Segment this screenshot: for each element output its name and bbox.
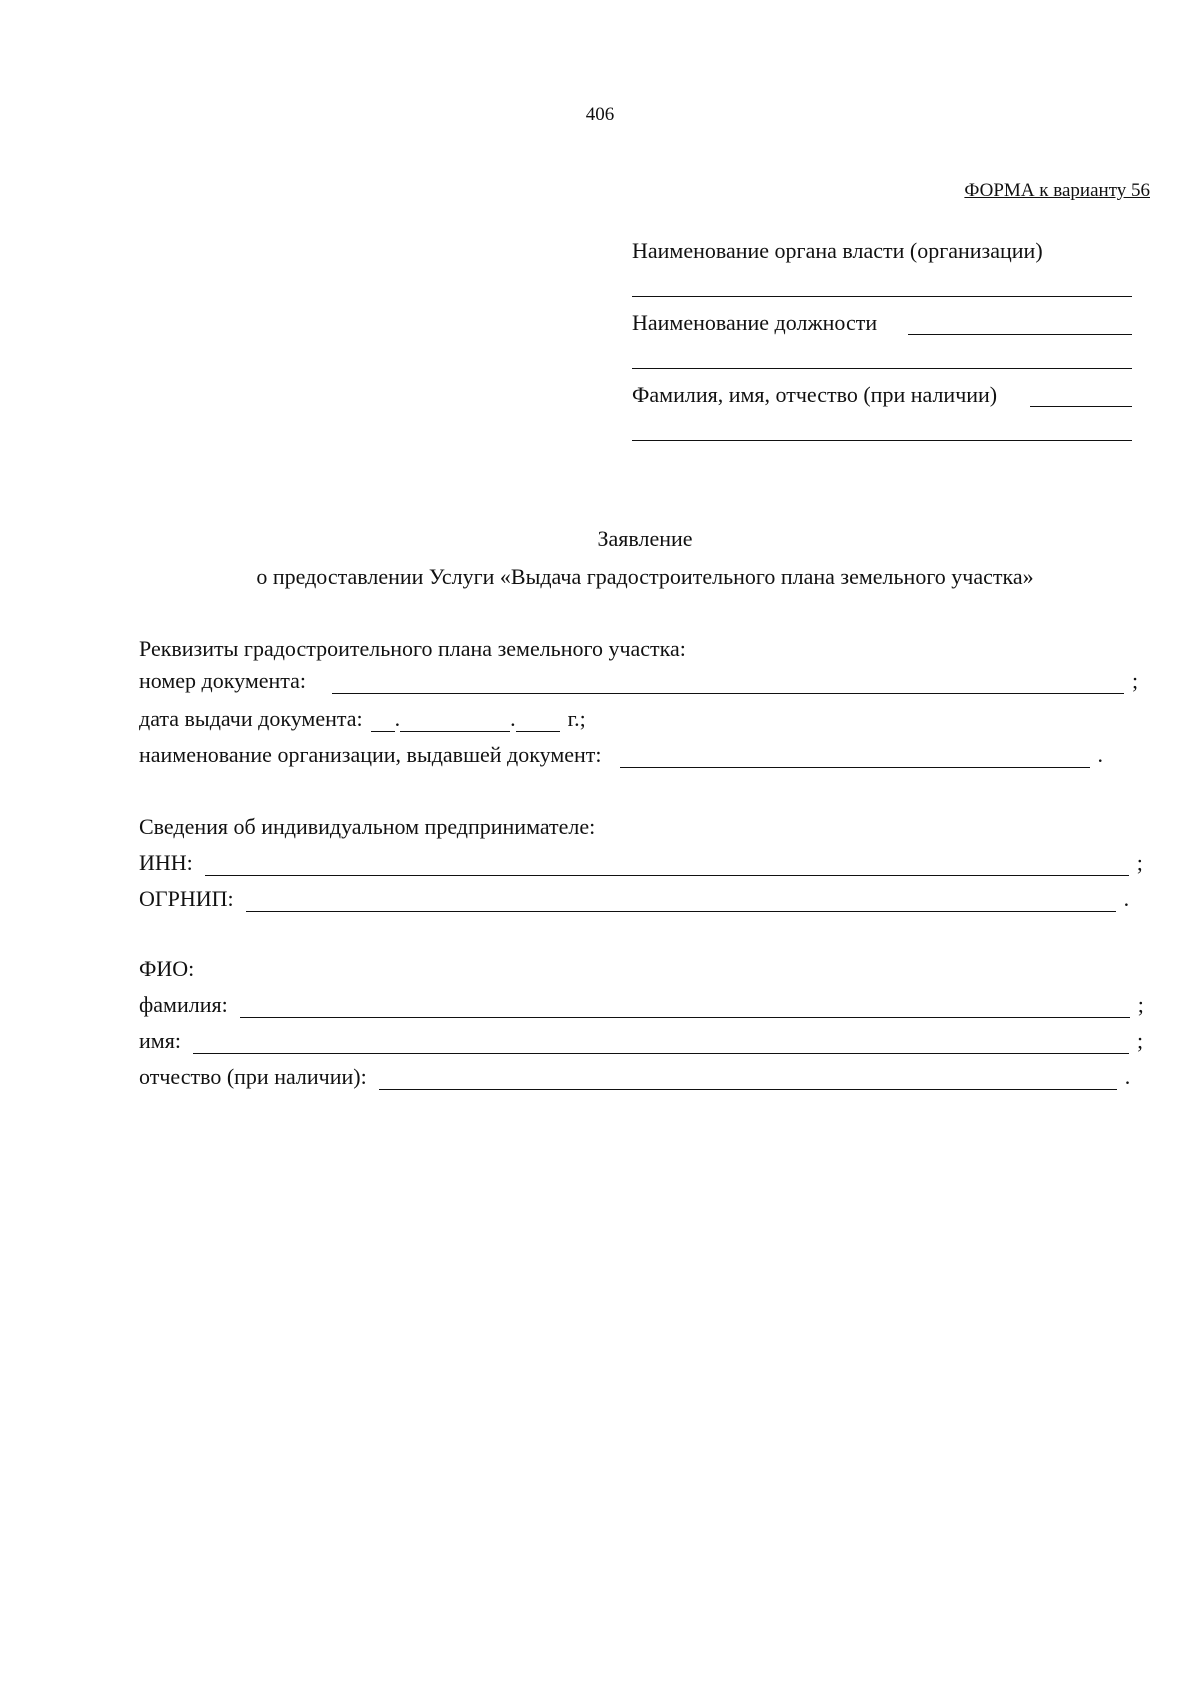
issue-date-suffix: г.; (567, 706, 586, 731)
position-field[interactable] (908, 334, 1132, 335)
name-row (139, 1028, 1143, 1054)
issue-date-separator-1: . (394, 706, 401, 731)
inn-label: ИНН: (139, 850, 193, 875)
doc-number-label: номер документа: (139, 668, 307, 693)
issuer-row (139, 742, 1103, 768)
ogrnip-label: ОГРНИП: (139, 886, 234, 911)
document-subtitle: о предоставлении Услуги «Выдача градостроительного плана земельного участка» (256, 564, 1034, 589)
issue-date-day-field[interactable] (371, 711, 395, 732)
surname-end: ; (1137, 992, 1144, 1017)
position-label: Наименование должности (632, 310, 878, 335)
document-title: Заявление (597, 526, 693, 551)
surname-row (139, 992, 1144, 1018)
fio-heading: ФИО: (139, 956, 195, 981)
patronymic-label: отчество (при наличии): (139, 1064, 367, 1089)
doc-number-row (139, 668, 1138, 694)
issuer-field[interactable] (620, 747, 1090, 768)
position-field-continued[interactable] (632, 368, 1132, 369)
issuer-label: наименование организации, выдавшей документ: (139, 742, 602, 767)
issue-date-separator-2: . (510, 706, 516, 731)
name-field[interactable] (193, 1033, 1129, 1054)
patronymic-field[interactable] (379, 1069, 1117, 1090)
issue-date-month-field[interactable] (400, 711, 510, 732)
surname-field[interactable] (240, 997, 1130, 1018)
inn-end: ; (1136, 850, 1143, 875)
doc-number-field[interactable] (332, 673, 1124, 694)
patronymic-row (139, 1064, 1130, 1090)
issue-date-label: дата выдачи документа: (139, 706, 363, 731)
authority-label: Наименование органа власти (организации) (632, 238, 1043, 263)
full-name-label: Фамилия, имя, отчество (при наличии) (632, 382, 998, 407)
full-name-field[interactable] (1030, 406, 1132, 407)
ogrnip-row (139, 886, 1129, 912)
form-reference: ФОРМА к варианту 56 (964, 180, 1150, 201)
inn-field[interactable] (205, 855, 1129, 876)
ogrnip-field[interactable] (246, 891, 1116, 912)
entrepreneur-heading: Сведения об индивидуальном предпринимателе: (139, 814, 596, 839)
name-end: ; (1136, 1028, 1144, 1053)
authority-field[interactable] (632, 296, 1132, 297)
issuer-end: . (1097, 742, 1104, 767)
inn-row (139, 850, 1143, 876)
doc-number-end: ; (1132, 668, 1139, 693)
plan-details-heading: Реквизиты градостроительного плана земельного участка: (139, 636, 686, 661)
name-label: имя: (139, 1028, 181, 1053)
issue-date-year-field[interactable] (516, 711, 560, 732)
issue-date-row (139, 706, 586, 732)
surname-label: фамилия: (139, 992, 228, 1017)
page-number: 406 (585, 104, 615, 125)
full-name-field-continued[interactable] (632, 440, 1132, 441)
patronymic-end: . (1124, 1064, 1131, 1089)
ogrnip-end: . (1123, 886, 1130, 911)
